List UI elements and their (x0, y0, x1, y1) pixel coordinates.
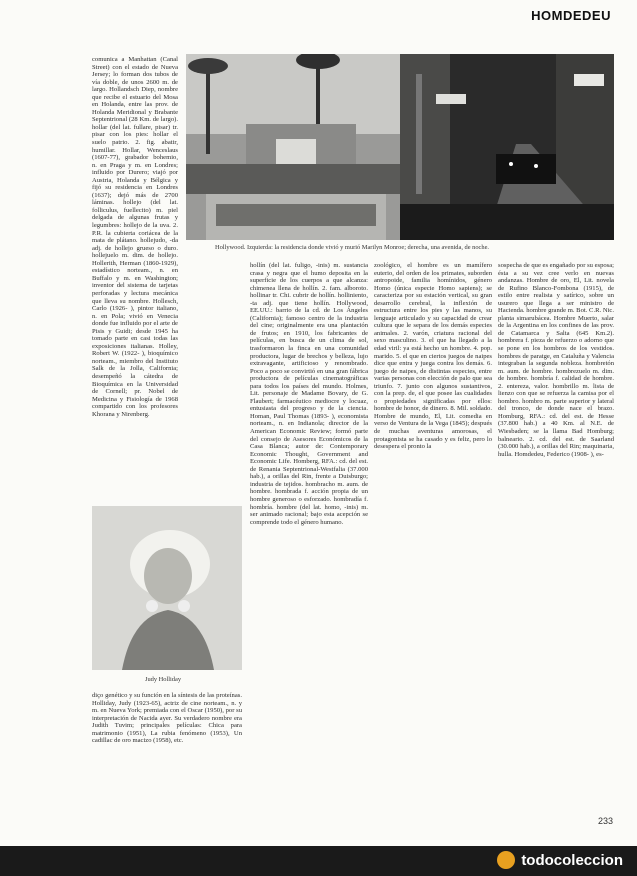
text-column-2 (250, 262, 368, 810)
portrait-photo (92, 506, 242, 670)
column-1b-text: diço genético y su función en la síntesis de las proteínas. Holliday, Judy (1923-65), actriz de cine norteam., n. y m. en Nueva York; premiada con el Oscar (1950), por su interpretación de Nacida ayer. Su verdadero nombre era Judith Tuvim; principales películas: Chica para matrimonio (1951), La rubia fenómeno (1953), Un cadillac de oro macizo (1958), etc. (92, 692, 242, 745)
column-2-text: hollín (del lat. fuligo, -inis) m. sustancia crasa y negra que el humo deposita en la superficie de los cuerpos a que alcanza: chimenea llena de hollín. 2. fam. alboroto. hollinar tr. Chi. cubrir de hollín. holliniento, -ta adj. que tiene hollín. Hollywood, EE.UU.: barrio de la cd. de Los Ángeles (California); famoso centro de la industria del cine; originalmente era una plantación de frutos; en 1910, los fabricantes de películas, en busca de un clima de sol, trasformaron la finca en una comunidad productora, lugar de brechos y belleza, lujo extravagante, artificioso y renombrado. Poco a poco se convirtió en una gran fábrica productora de películas cinematográficas para todos los países del mundo. Holmes, Lit. personaje de Madame Bovary, de G. Flaubert; farmacéutico mediocre y locuaz, entusiasta del progreso y de la ciencia. Homan, Paul Thomas (1893- ), economista norteam., n. en Indianola; director de la American Economic Review; formó parte del consejo de Asesores Económicos de la Casa Blanca; autor de: Contemporary Economic Thought, Government and Economic Life. Homberg, RFA.: cd. del est. de Renania Septentrional-Westfalia (37.000 hab.), a orillas del Rin, frente a Duisburgo; industria de tejidos. hombracho m. aum. de hombre. hombrada f. acción propia de un hombre generoso o esforzado. hombradía f. hombría. hombre (del lat. homo, -inis) m. ser animado racional; bajo esta acepción se comprende todo el género humano. (250, 262, 368, 526)
hollywood-photo-image (186, 54, 614, 240)
text-column-3 (374, 262, 492, 810)
running-header: HOMDEDEU (531, 8, 611, 23)
column-4-text: sospecha de que es engañado por su esposa; ésta a su vez cree verlo en nuevas andanzas. Hombre de oro, El, Lit. novela de Rufino Blanco-Fombona (1915), de estilo entre realista y satírico, sobre un usurero que llega a ser ministro de Hacienda. hombre grande m. Bot. C.R. Nic. planta simarubácea. Hombre Muerto, salar de la Argentina en los confines de las prov. de Catamarca y Salta (645 Km.2). hombrera f. pieza de refuerzo o adorno que se pone en los hombros de los vestidos. hombres de paratge, en Cataluña y Valencia integraban la segunda nobleza. hombretón m. aum. de hombre. hombrezuelo m. dim. de hombre. hombría f. calidad de hombre. 2. entereza, valor. hombrillo m. lista de lienzo con que se refuerza la camisa por el hombro. hombro m. parte superior y lateral del tronco, de donde nace el brazo. Homburg, RFA.: cd. del est. de Hesse (37.800 hab.) a 40 Km. al N.E. de Wiesbaden; se la llama Bad Homburg; balneario. 2. cd. del est. de Saarland (30.000 hab.), a orillas del Rin; maquinaria, hulla. Homdedeu, Federico (1908- ), es- (498, 262, 614, 458)
column-1-text: comunica a Manhattan (Canal Street) con el estado de Nueva Jersey; lo forman dos tubos de vía doble, de unos 2600 m. de largo. Hollandsch Diep, nombre que recibe el estuario del Mosa en Holanda, entre las prov. de Holanda Meridional y Brabante Septentrional (28 Km. de largo). hollar (del lat. fullare, pisar) tr. pisar con los pies: hollar el suelo patrio. 2. fig. abatir, humillar. Hollar, Wenceslaus (1607-77), grabador bohemio, n. en Praga y m. en Londres; influido por Durero; viajó por Austria, Holanda y Bélgica y fijó su residencia en Londres (1637); dejó más de 2700 láminas. hollejo (del lat. folliculus, fuellecito) m. piel delgada de algunas frutas y legumbres: hollejo de la uva. 2. P.R. la cubierta coriácea de la mata de plátano. hollejudo, -da adj. de hollejo grueso o duro. hollejuelo m. dim. de hollejo. Hollerith, Herman (1860-1929), estadístico norteam., n. en Buffalo y m. en Washington; inventor del sistema de tarjetas perforadas y lectura mecánica que lleva su nombre. Hollesch, Carlo (1926- ), pintor italiano, n. en Pola; vivió en Venecia donde fue influido por el arte de Pisis y Guidi; desde 1945 ha tomado parte en casi todas las exposiciones italianas. Holley, Robert W. (1922- ), bioquímico norteam., miembro del Instituto Salk de la Jolla, California; desempeñó la cátedra de Bioquímica en la Universidad de Cornell; pr. Nobel de Medicina y Fisiología de 1968 compartido con los profesores Khorana y Nirenberg. (92, 56, 178, 418)
portrait-caption: Judy Holliday (145, 676, 182, 683)
hollywood-photo (186, 54, 614, 240)
watermark-text: todocoleccion (521, 851, 623, 869)
text-column-1 (92, 56, 178, 502)
portrait-photo-image (92, 506, 242, 670)
text-column-4 (498, 262, 614, 810)
watermark (497, 851, 623, 869)
watermark-logo-icon (497, 851, 515, 869)
hollywood-caption: Hollywood. Izquierda: la residencia donde vivió y murió Marilyn Monroe; derecha, una avenida, de noche. (215, 244, 489, 251)
text-column-1-continued (92, 692, 242, 792)
column-3-text: zoológico, el hombre es un mamífero euterio, del orden de los primates, suborden antropoide, familia homínidos, género Homo (única especie Homo sapiens); se caracteriza por su estación vertical, su gran desarrollo cerebral, la inflexión de estructura entre los pies y las manos, su lenguaje articulado y su capacidad de crear cultura que le separa de los demás especies animales. 2. varón, criatura racional del sexo masculino. 3. el que ha llegado a la edad viril: ya está hecho un hombre. 4. pop. marido. 5. el que en ciertos juegos de naipes dice que entra y juega contra los demás. 6. juego de naipes, de distintas especies, entre varias personas con elección de palo que sea triunfo. 7. junto con algunos sustantivos, con la prep. de, el que posee las cualidades o propiedades significadas por ellos: hombre de honor, de dinero. 8. Mil. soldado. Hombre de mundo, El, Lit. comedia en verso de Ventura de la Vega (1845); después de muchas aventuras amorosas, el protagonista se ha casado y es feliz, pero lo desespera el pronto la (374, 262, 492, 451)
page-number: 233 (597, 816, 613, 826)
